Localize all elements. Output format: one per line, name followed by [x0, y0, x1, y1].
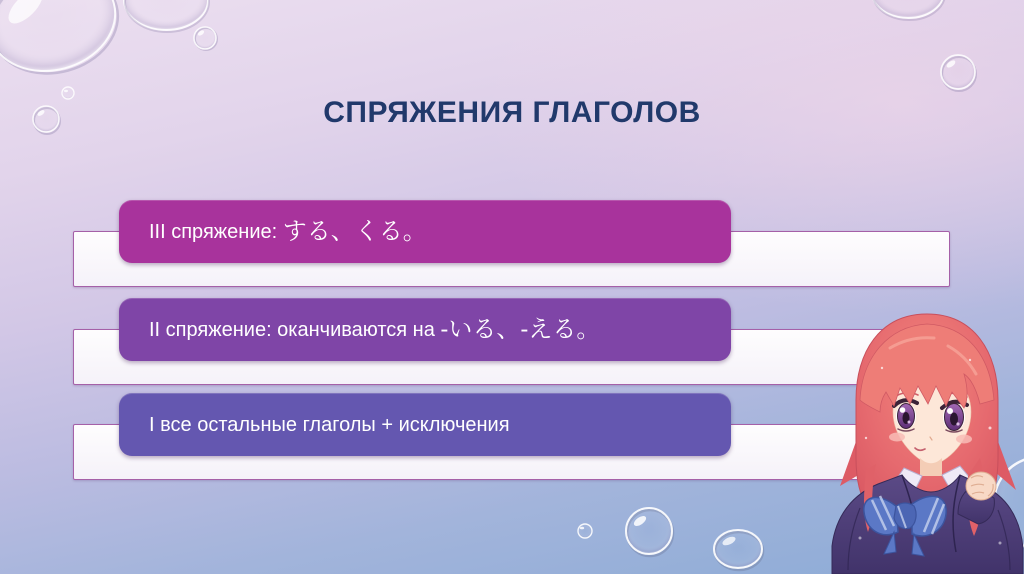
- anime-character-image: [830, 308, 1024, 574]
- list-item-text: II спряжение: оканчиваются на: [149, 318, 441, 341]
- list-item-bar: [119, 393, 731, 456]
- bubble-icon: [714, 530, 763, 570]
- list-item-bar: [119, 298, 731, 361]
- bubble-icon: [124, 0, 209, 32]
- list-item-text-japanese: -いる、-える。: [440, 315, 601, 343]
- list-item-text: III спряжение:: [149, 220, 283, 243]
- bubble-icon: [872, 0, 945, 20]
- bubble-icon: [0, 0, 129, 88]
- list-item-text-japanese: する、くる。: [282, 217, 427, 245]
- bubble-icon: [626, 508, 673, 556]
- list-item-text: I все остальные глаголы + исключения: [149, 413, 510, 436]
- bubble-icon: [941, 55, 976, 91]
- bubble-icon: [194, 27, 217, 50]
- bubble-icon: [578, 524, 592, 538]
- slide-title: СПРЯЖЕНИЯ ГЛАГОЛОВ: [323, 96, 701, 129]
- list-item-bar: [119, 200, 731, 263]
